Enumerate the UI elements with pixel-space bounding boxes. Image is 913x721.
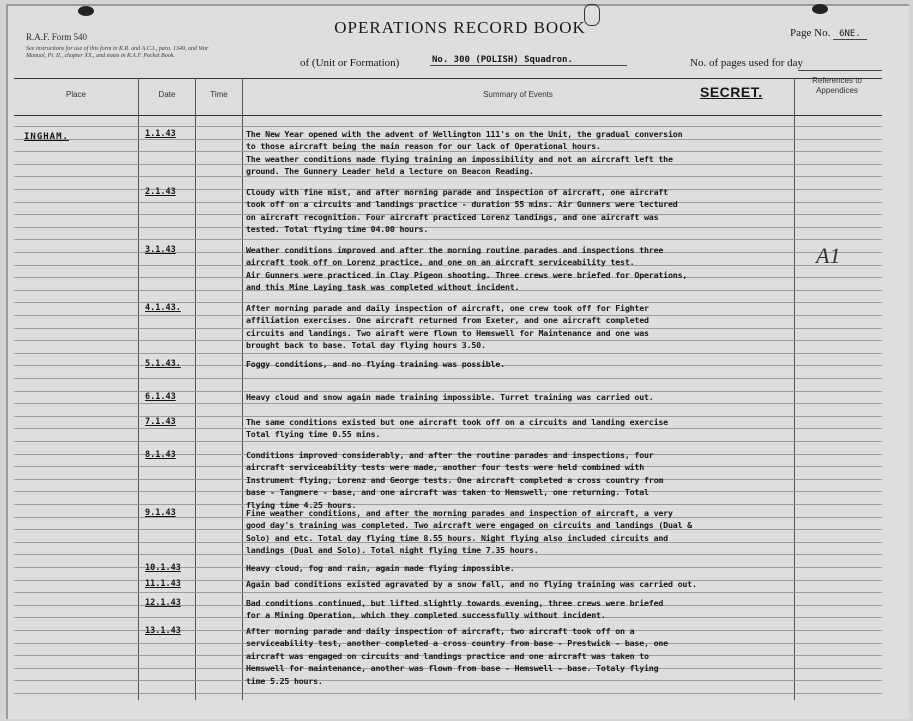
- entry-summary: [246, 597, 791, 622]
- ruled-line: [14, 239, 882, 240]
- entry-line: Fine weather conditions, and after the morning parades and inspection of aircraft, a very: [246, 508, 673, 518]
- entry-date: 3.1.43: [145, 245, 176, 255]
- entry-date: 2.1.43: [145, 187, 176, 197]
- pencil-mark: [584, 4, 600, 26]
- form-number: R.A.F. Form 540: [26, 32, 88, 42]
- unit-label: of (Unit or Formation): [300, 57, 400, 69]
- entry-line: Instrument flying, Lorenz and George tests. One aircraft completed a cross country from: [246, 474, 664, 485]
- classification-stamp: SECRET.: [700, 84, 763, 100]
- entry-line: flying time 4.25 hours.: [246, 499, 357, 510]
- ruled-line: [14, 693, 882, 694]
- entry-line: Heavy cloud and snow again made training impossible. Turret training was carried out.: [246, 392, 654, 402]
- unit-value: No. 300 (POLISH) Squadron.: [430, 55, 627, 66]
- appendix-reference: A1: [816, 243, 841, 268]
- entry-summary: [246, 449, 791, 511]
- entry-line: Foggy conditions, and no flying training was possible.: [246, 359, 505, 369]
- column-summary: Summary of Events: [483, 90, 553, 99]
- entry-date: 11.1.43: [145, 579, 181, 589]
- entry-line: Weather conditions improved and after the morning routine parades and inspections three: [246, 245, 664, 255]
- entry-line: took off on a circuits and landings practice - duration 55 mins. Air Gunners were lectured: [246, 199, 678, 210]
- entry-line: The New Year opened with the advent of Wellington 111's on the Unit, the gradual conversion: [246, 129, 683, 139]
- entry-summary: [246, 416, 791, 441]
- column-divider: [195, 78, 196, 700]
- entry-line: affiliation exercises. One aircraft returned from Exeter, and one aircraft completed: [246, 315, 649, 326]
- place-value: INGHAM.: [24, 132, 69, 142]
- column-divider: [242, 78, 243, 700]
- entry-summary: [246, 244, 791, 294]
- ruled-line: [14, 126, 882, 127]
- entry-line: aircraft was engaged on circuits and landings practice and one aircraft was taken to: [246, 650, 649, 661]
- entry-date: 4.1.43.: [145, 303, 181, 313]
- column-divider: [138, 78, 139, 700]
- entry-date: 7.1.43: [145, 417, 176, 427]
- entry-date: 10.1.43: [145, 563, 181, 573]
- entry-summary: [246, 625, 791, 687]
- entry-line: and this Mine Laying task was completed without incident.: [246, 282, 520, 293]
- entry-line: Conditions improved considerably, and after the routine parades and inspections, four: [246, 450, 654, 460]
- column-place: Place: [65, 90, 86, 99]
- entry-line: Solo) and etc. Total day flying time 8.55 hours. Night flying also included circuits and: [246, 532, 668, 543]
- ruled-line: [14, 378, 882, 379]
- entry-date: 8.1.43: [145, 450, 176, 460]
- entry-line: Total flying time 0.55 mins.: [246, 429, 381, 440]
- entry-summary: [246, 578, 791, 590]
- entry-line: tested. Total flying time 04.00 hours.: [246, 224, 429, 235]
- entry-line: circuits and landings. Two airaft were flown to Hemswell for Maintenance and one was: [246, 327, 649, 338]
- page-number-label: Page No.: [790, 27, 831, 39]
- page-number-value: 6NE.: [833, 29, 867, 40]
- entry-summary: [246, 128, 791, 178]
- entry-line: Heavy cloud, fog and rain, again made flying impossible.: [246, 563, 515, 573]
- entry-line: ground. The Gunnery Leader held a lecture on Beacon Reading.: [246, 166, 534, 177]
- column-references: References to Appendices: [812, 76, 862, 95]
- entry-line: landings (Dual and Solo). Total night flying time 7.35 hours.: [246, 545, 539, 556]
- entry-line: to those aircraft being the main reason for our lack of Operational hours.: [246, 141, 601, 152]
- entry-line: The weather conditions made flying training an impossibility and not an aircraft left the: [246, 153, 673, 164]
- pages-used-label: No. of pages used for day: [690, 57, 804, 69]
- ruled-line: [14, 353, 882, 354]
- punch-hole: [78, 6, 94, 16]
- entry-line: Hemswell for maintenance, another was flown from base - Hemswell - base. Totaly flying: [246, 663, 659, 674]
- entry-date: 13.1.43: [145, 626, 181, 636]
- entry-line: serviceability test, another completed a cross country from base - Prestwick - base, one: [246, 638, 668, 649]
- entry-line: for a Mining Operation, which they completed successfully without incident.: [246, 610, 606, 621]
- entry-line: aircraft serviceability tests were made, another four tests were held combined with: [246, 462, 644, 473]
- entry-summary: [246, 358, 791, 370]
- pages-used-line: [798, 70, 882, 71]
- entry-date: 6.1.43: [145, 392, 176, 402]
- entry-line: base - Tangmere - base, and one aircraft was taken to Hemswell, one returning. Total: [246, 487, 649, 498]
- entry-date: 9.1.43: [145, 508, 176, 518]
- entry-date: 1.1.43: [145, 129, 176, 139]
- entry-summary: [246, 507, 791, 557]
- column-time: Time: [210, 90, 228, 99]
- column-divider: [794, 78, 795, 700]
- entry-line: The same conditions existed but one aircraft took off on a circuits and landing exercise: [246, 417, 668, 427]
- column-date: Date: [158, 90, 176, 99]
- entry-date: 12.1.43: [145, 598, 181, 608]
- entry-line: Bad conditions continued, but lifted slightly towards evening, three crews were briefed: [246, 598, 664, 608]
- entry-date: 5.1.43.: [145, 359, 181, 369]
- entry-line: on aircraft recognition. Four aircraft practiced Lorenz landings, and one aircraft was: [246, 211, 659, 222]
- page-number: [790, 27, 867, 39]
- entry-summary: [246, 302, 791, 352]
- entry-line: After morning parade and daily inspection of aircraft, one crew took off for Fighter: [246, 303, 649, 313]
- entry-line: good day's training was completed. Two aircraft were engaged on circuits and landings (Dual &: [246, 520, 692, 531]
- entry-line: time 5.25 hours.: [246, 675, 323, 686]
- punch-hole: [812, 4, 828, 14]
- form-note: See instructions for use of this form in K.R. and A.C.I., para. 1349, and War Manual, Pt. II., chapter XX., and notes in R.A.F. Pocket Book.: [26, 46, 209, 59]
- entry-summary: [246, 562, 791, 574]
- ruled-line: [14, 441, 882, 442]
- entry-line: brought back to base. Total day flying hours 3.50.: [246, 340, 486, 351]
- entry-line: After morning parade and daily inspection of aircraft, two aircraft took off on a: [246, 626, 635, 636]
- page-title: OPERATIONS RECORD BOOK: [334, 18, 586, 37]
- entry-line: Cloudy with fine mist, and after morning parade and inspection of aircraft, one aircraft: [246, 187, 668, 197]
- entry-summary: [246, 391, 791, 403]
- entry-summary: [246, 186, 791, 236]
- entry-line: Again bad conditions existed agravated by a snow fall, and no flying training was carried out.: [246, 579, 697, 589]
- entry-line: aircraft took off on Lorenz practice, and one on an aircraft serviceability test.: [246, 257, 635, 268]
- ruled-line: [14, 592, 882, 593]
- entry-line: Air Gunners were practiced in Clay Pigeon shooting. Three crews were briefed for Operations,: [246, 269, 688, 280]
